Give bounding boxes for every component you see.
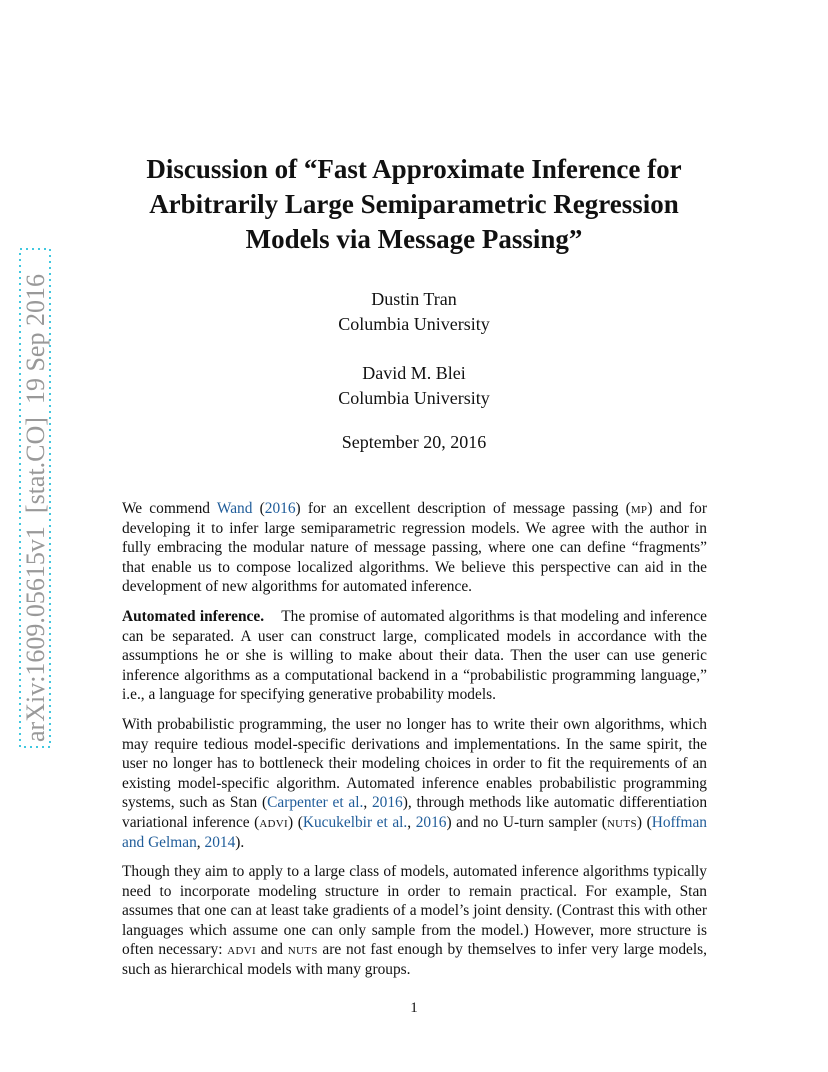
- author-affiliation: Columbia University: [338, 388, 490, 408]
- citation-link[interactable]: 2016: [371, 794, 403, 812]
- text: ,: [196, 833, 205, 851]
- acronym: mp: [630, 500, 648, 517]
- citation-link[interactable]: Hoffman and Gelman: [122, 813, 707, 851]
- arxiv-stamp-text: arXiv:1609.05615v1 [stat.CO] 19 Sep 2016: [21, 274, 50, 742]
- paragraph-intro: [122, 499, 707, 597]
- text: ) and no U-turn sampler (: [446, 813, 607, 831]
- author-affiliation: Columbia University: [338, 314, 490, 334]
- title-line-3: Models via Message Passing”: [245, 224, 583, 254]
- title-line-1: Discussion of “Fast Approximate Inference for: [146, 154, 682, 184]
- paper-date: September 20, 2016: [341, 432, 487, 452]
- text: With probabilistic programming, the user no longer has to write their own algorithms, which may require tedious model-specific derivations and implementations. In the same spirit, the user no longer has to bottleneck their modeling choices in order to fit the requirements of an existing model-specific algorithm. Automated inference enables probabilistic programming systems, such as Stan (: [122, 715, 707, 812]
- body-text: [122, 499, 707, 990]
- citation-link[interactable]: Wand: [216, 500, 253, 517]
- author-2: [0, 361, 828, 411]
- text: ) (: [288, 813, 303, 831]
- paragraph-automated-inference: [122, 607, 707, 705]
- text: ) for an excellent description of message passing (: [295, 500, 631, 517]
- page-number: 1: [410, 1000, 418, 1016]
- section-heading: Automated inference.: [122, 607, 265, 625]
- acronym: advi: [259, 813, 289, 831]
- paper-title: [0, 152, 828, 257]
- text: ) and for developing it to infer large semiparametric regression models. We agree with the author in fully embracing the modular nature of message passing, where one can define “fragments” that enable us to compose localized algorithms. We believe this perspective can aid in the development of new algorithms for automated inference.: [122, 500, 707, 596]
- text: are not fast enough by themselves to infer very large models, such as hierarchical models with many groups.: [122, 941, 707, 979]
- text: ) (: [636, 813, 652, 831]
- text: ).: [235, 833, 245, 851]
- text: Though they aim to apply to a large class of models, automated inference algorithms typically need to incorporate modeling structure in order to remain practical. For example, Stan assumes that one can at least take gradients of a model’s joint density. (Contrast this with other languages which assume one can only sample from the model.) However, more structure is often necessary:: [122, 863, 707, 959]
- citation-link[interactable]: 2016: [264, 500, 296, 517]
- acronym: nuts: [287, 941, 318, 959]
- acronym: advi: [227, 941, 256, 959]
- citation-link[interactable]: Kucukelbir et al.: [302, 813, 408, 831]
- text: and: [255, 941, 288, 959]
- text: ,: [407, 813, 416, 831]
- citation-link[interactable]: 2014: [204, 833, 236, 851]
- paragraph-probabilistic-programming: [122, 715, 707, 852]
- author-1: [0, 287, 828, 337]
- title-line-2: Arbitrarily Large Semiparametric Regression: [149, 189, 679, 219]
- text: ), through methods like automatic differentiation variational inference (: [122, 794, 708, 831]
- text: (: [252, 500, 265, 517]
- citation-link[interactable]: Carpenter et al.: [267, 794, 364, 812]
- author-name: Dustin Tran: [371, 289, 457, 309]
- citation-link[interactable]: 2016: [415, 813, 447, 831]
- text: The promise of automated algorithms is that modeling and inference can be separated. A user can construct large, complicated models in accordance with the assumptions he or she is willing to make about their data. Then the user can use generic inference algorithms as a computational backend in a “probabilistic programming language,” i.e., a language for specifying generative probability models.: [122, 607, 708, 704]
- text: ,: [363, 794, 372, 812]
- text: We commend: [122, 500, 217, 517]
- acronym: nuts: [606, 813, 637, 831]
- paragraph-structure: [122, 862, 707, 980]
- author-name: David M. Blei: [362, 363, 466, 383]
